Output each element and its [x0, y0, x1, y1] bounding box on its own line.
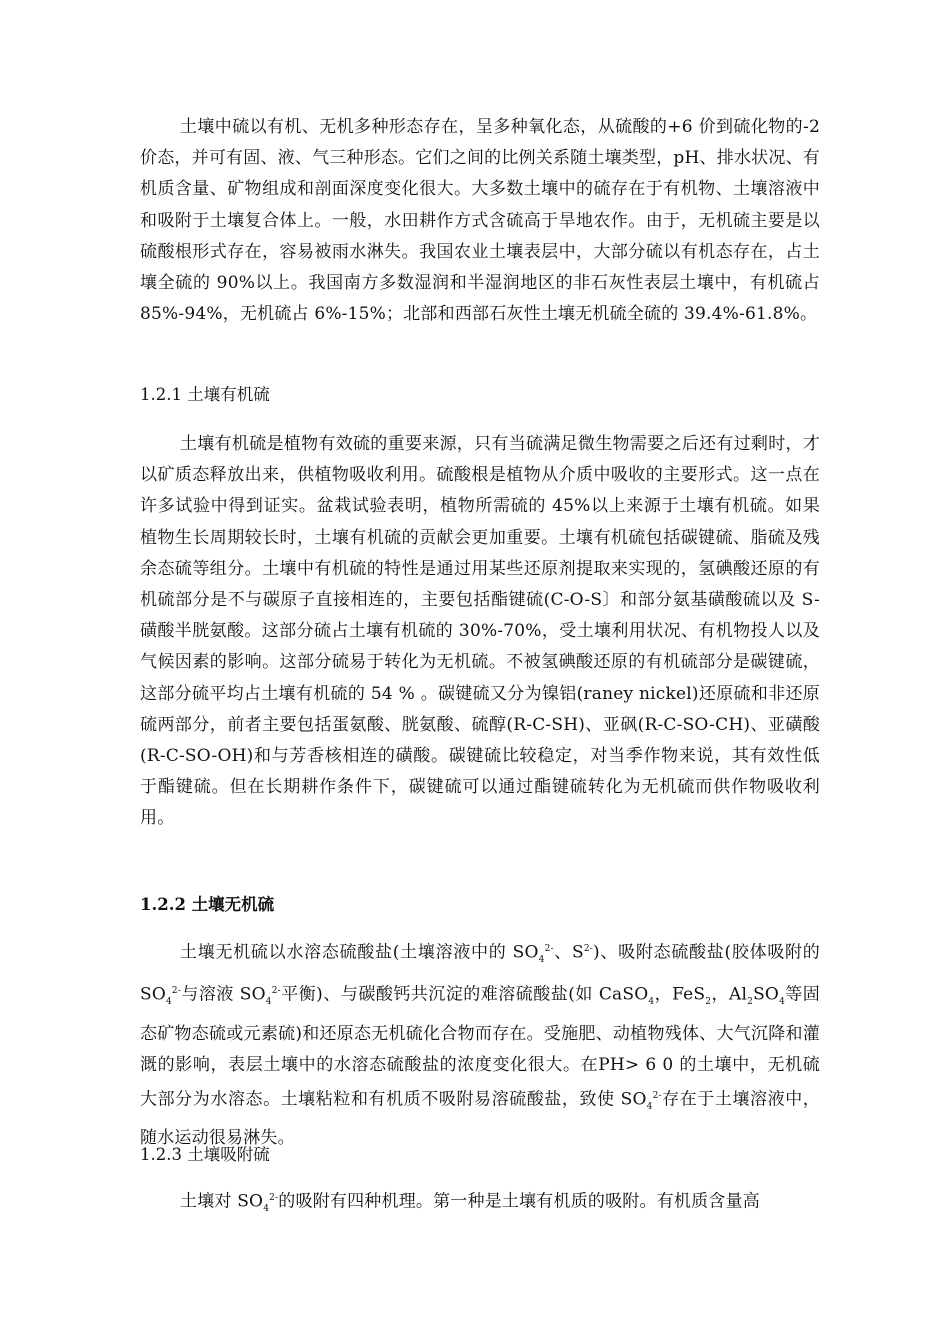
superscript: 2- [171, 986, 182, 997]
text-run: ，FeS [654, 984, 706, 1005]
superscript: 2- [269, 1193, 279, 1203]
section-heading-1-2-2: 1.2.2 土壤无机硫 [140, 895, 275, 914]
text-run: 、S [553, 942, 584, 963]
paragraph-adsorbed-sulfur [140, 1183, 820, 1225]
text-run: SO [753, 984, 780, 1005]
subscript: 2 [705, 997, 712, 1008]
section-heading-1-2-3: 1.2.3 土壤吸附硫 [140, 1145, 270, 1164]
superscript: 2- [652, 1090, 662, 1101]
text-run: 平衡)、与碳酸钙共沉淀的难溶硫酸盐(如 CaSO [280, 984, 649, 1005]
subscript: 2 [747, 997, 754, 1008]
subscript: 4 [779, 997, 785, 1008]
superscript: 2- [544, 944, 554, 954]
subscript: 4 [165, 997, 172, 1008]
text-run: 土壤对 SO [180, 1191, 264, 1212]
subscript: 4 [648, 997, 655, 1008]
subscript: 4 [646, 1101, 653, 1112]
subscript: 4 [263, 1204, 270, 1215]
text-run: 等固态矿物态硫或元素硫)和还原态无机硫化合物而存在。受施肥、动植物残体、大气沉降和灌溉的影响，表层土壤中的水溶态硫酸盐的浓度变化很大。在PH> 6 0 的土壤中，无机硫大部分为水溶态。土壤粘粒和有机质不吸附易溶硫酸盐，致使 SO [140, 984, 820, 1110]
subscript: 4 [538, 955, 545, 966]
superscript: 2- [271, 986, 281, 997]
text-run: 与溶液 SO [181, 984, 266, 1005]
paragraph-soil-sulfur-forms: 土壤中硫以有机、无机多种形态存在，呈多种氧化态，从硫酸的+6 价到硫化物的-2 价态，并可有固、液、气三种形态。它们之间的比例关系随土壤类型，pH、排水状况、有机质含量、矿物组成和剖面深度变化很大。大多数土壤中的硫存在于有机物、土壤溶液中和吸附于土壤复合体上。一般，水田耕作方式含硫高于旱地农作。由于，无机硫主要是以硫酸根形式存在，容易被雨水淋失。我国农业土壤表层中，大部分硫以有机态存在，占土壤全硫的 90%以上。我国南方多数湿润和半湿润地区的非石灰性表层土壤中，有机硫占 85%-94%，无机硫占 6%-15%；北部和西部石灰性土壤无机硫全硫的 39.4%-61.8%。 [140, 117, 820, 325]
section-heading-1-2-1: 1.2.1 土壤有机硫 [140, 385, 270, 404]
subscript: 4 [265, 997, 272, 1008]
paragraph-inorganic-sulfur [140, 934, 820, 1154]
text-run: 存在于土壤溶液中，随水运动很易淋失。 [140, 1089, 820, 1149]
superscript: 2- [583, 944, 594, 954]
text-run: ，Al [711, 984, 748, 1005]
paragraph-organic-sulfur: 土壤有机硫是植物有效硫的重要来源，只有当硫满足微生物需要之后还有过剩时，才以矿质态释放出来，供植物吸收利用。硫酸根是植物从介质中吸收的主要形式。这一点在许多试验中得到证实。盆栽试验表明，植物所需硫的 45%以上来源于土壤有机硫。如果植物生长周期较长时，土壤有机硫的贡献会更加重要。土壤有机硫包括碳键硫、脂硫及残余态硫等组分。土壤中有机硫的特性是通过用某些还原剂提取来实现的，氢碘酸还原的有机硫部分是不与碳原子直接相连的，主要包括酯键硫(C-O-S〕和部分氨基磺酸硫以及 S-磺酸半胱氨酸。这部分硫占土壤有机硫的 30%-70%，受土壤利用状况、有机物投人以及气候因素的影响。这部分硫易于转化为无机硫。不被氢碘酸还原的有机硫部分是碳键硫，这部分硫平均占土壤有机硫的 54 % 。碳键硫又分为镍铝(raney nickel)还原硫和非还原硫两部分，前者主要包括蛋氨酸、胱氨酸、硫醇(R-C-SH)、亚砜(R-C-SO-CH)、亚磺酸(R-C-SO-OH)和与芳香核相连的磺酸。碳键硫比较稳定，对当季作物来说，其有效性低于酯键硫。但在长期耕作条件下，碳键硫可以通过酯键硫转化为无机硫而供作物吸收利用。 [140, 434, 820, 829]
text-run: 土壤无机硫以水溶态硫酸盐(土壤溶液中的 SO [180, 942, 539, 963]
text-run: )、吸附态硫酸盐(胶体吸附的 SO [140, 942, 820, 1005]
text-run: 的吸附有四种机理。第一种是土壤有机质的吸附。有机质含量高 [278, 1191, 760, 1212]
